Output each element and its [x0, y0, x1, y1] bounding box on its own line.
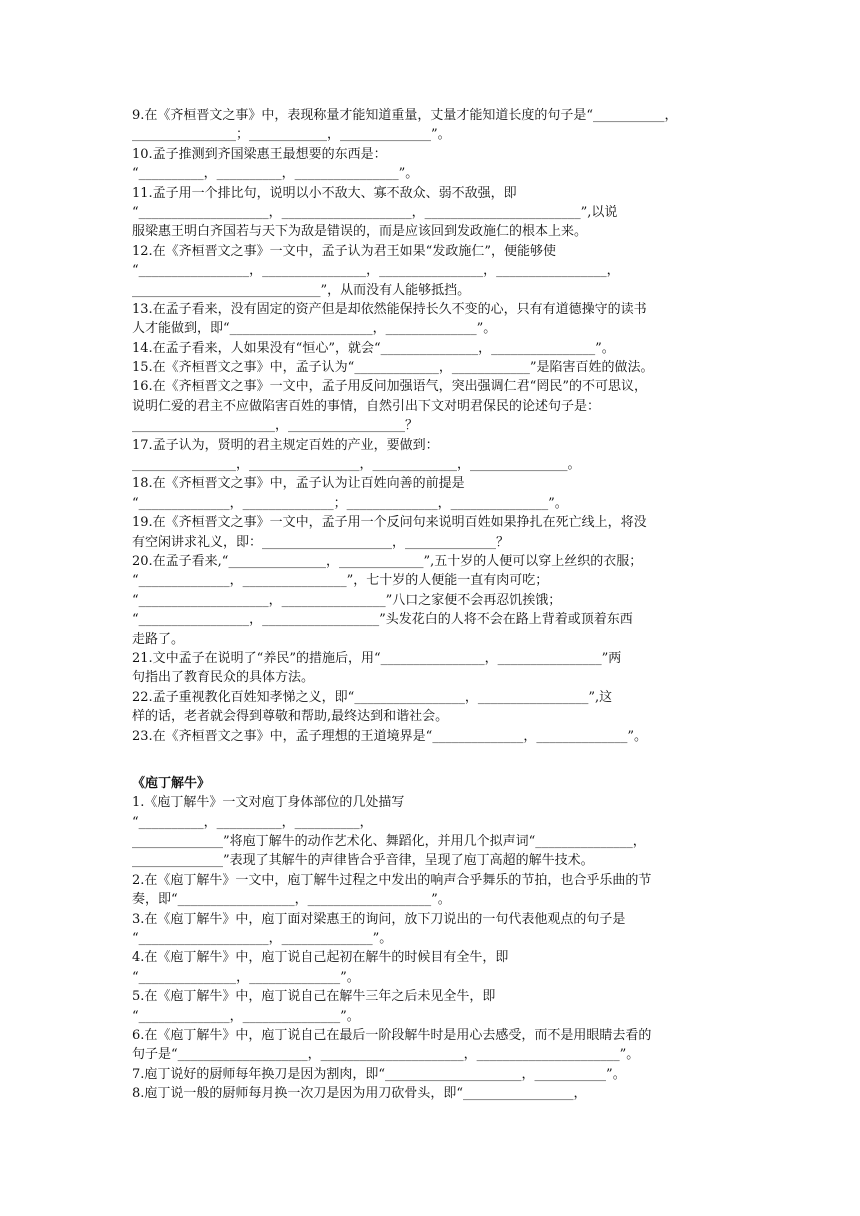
- question-line: 有空闲讲求礼义，即：____________________，______________？: [132, 534, 510, 550]
- question-line: “______________，______________；______________，_______________”。: [132, 495, 568, 511]
- question-line: 说明仁爱的君主不应做陷害百姓的事情，自然引出下文对明君保民的论述句子是：: [132, 398, 601, 414]
- question-line: ______________________，__________________？: [132, 418, 418, 434]
- question-line: 14.在孟子看来，人如果没有“恒心”，就会“_______________，________________”。: [132, 340, 615, 356]
- question-line: 句子是“____________________，______________________，______________________”。: [132, 1047, 640, 1063]
- question-line: 2.在《庖丁解牛》一文中，庖丁解牛过程之中发出的响声合乎舞乐的节拍，也合乎乐曲的节: [132, 872, 652, 888]
- question-line: 12.在《齐桓晋文之事》一文中，孟子认为君王如果“发政施仁”，便能够使: [132, 243, 556, 259]
- question-line: ______________”将庖丁解牛的动作艺术化、舞蹈化，并用几个拟声词“_______________，: [132, 834, 646, 850]
- question-line: 6.在《庖丁解牛》中，庖丁说自己在最后一阶段解牛时是用心去感受，而不是用眼睛去看的: [132, 1027, 652, 1043]
- question-line: 7.庖丁说好的厨师每年换刀是因为割肉，即“_____________________，___________”。: [132, 1066, 626, 1082]
- question-line: 16.在《齐桓晋文之事》一文中，孟子用反问加强语气，突出强调仁君“罔民”的不可思议，: [132, 379, 647, 395]
- question-line: “______________，_______________”。: [132, 1008, 360, 1024]
- question-line: 9.在《齐桓晋文之事》中，表现称量才能知道重量，丈量才能知道长度的句子是“___________，: [132, 108, 678, 123]
- question-line: “__________，__________，________________”。: [132, 166, 419, 182]
- question-line: 服梁惠王明白齐国若与天下为敌是错误的，而是应该回到发政施仁的根本上来。: [132, 224, 588, 240]
- question-line: 走路了。: [132, 631, 185, 647]
- question-line: 3.在《庖丁解牛》中，庖丁面对梁惠王的询问，放下刀说出的一句代表他观点的句子是: [132, 911, 626, 927]
- section-spacer: [132, 746, 740, 774]
- question-line: ______________”表现了其解牛的声律皆合乎音律，呈现了庖丁高超的解牛技术。: [132, 853, 594, 869]
- question-line: 1.《庖丁解牛》一文对庖丁身体部位的几处描写: [132, 795, 405, 811]
- question-line: 19.在《齐桓晋文之事》一文中，孟子用一个反问句来说明百姓如果挣扎在死亡线上，将没: [132, 515, 647, 531]
- question-line: “_________________，________________，________________，_________________，: [132, 263, 620, 279]
- question-line: 17.孟子认为，贤明的君主规定百姓的产业，要做到：: [132, 437, 439, 453]
- question-line: “__________，__________，__________，: [132, 814, 373, 830]
- question-line: 13.在孟子看来，没有固定的资产但是却依然能保持长久不变的心，只有有道德操守的读书: [132, 301, 647, 317]
- question-line: 人才能做到，即“______________________，______________”。: [132, 321, 497, 337]
- worksheet-document: [132, 106, 740, 1104]
- question-line: 18.在《齐桓晋文之事》中，孟子认为让百姓向善的前提是: [132, 476, 465, 492]
- question-line: “_________________，__________________”头发花白的人将不会在路上背着或顶着东西: [132, 612, 633, 628]
- question-line: 22.孟子重视教化百姓知孝悌之义，即“_________________，_________________”,这: [132, 689, 613, 705]
- question-line: ________________，_________________，_____________，_______________。: [132, 457, 581, 473]
- question-line: “____________________，____________________，________________________”,以说: [132, 204, 618, 220]
- question-line: “______________，________________”，七十岁的人便能一直有肉可吃；: [132, 573, 549, 589]
- question-line: 句指出了教育民众的具体方法。: [132, 670, 315, 686]
- question-line: “_______________，______________”。: [132, 969, 360, 985]
- question-line: 15.在《齐桓晋文之事》中，孟子认为“_____________，____________”是陷害百姓的做法。: [132, 360, 654, 376]
- question-line: 11.孟子用一个排比句，说明以小不敌大、寡不敌众、弱不敌强，即: [132, 185, 517, 201]
- question-line: 10.孟子推测到齐国梁惠王最想要的东西是：: [132, 146, 387, 162]
- question-line: 8.庖丁说一般的厨师每月换一次刀是因为用刀砍骨头，即“_________________，: [132, 1086, 587, 1102]
- question-line: 4.在《庖丁解牛》中，庖丁说自己起初在解牛的时候目有全牛，即: [132, 950, 509, 966]
- question-line: 5.在《庖丁解牛》中，庖丁说自己在解牛三年之后未见全牛，即: [132, 989, 496, 1005]
- question-line: 样的话，老者就会得到尊敬和帮助,最终达到和谐社会。: [132, 709, 449, 725]
- question-line: 23.在《齐桓晋文之事》中，孟子理想的王道境界是“______________，______________”。: [132, 728, 647, 744]
- question-line: 21.文中孟子在说明了“养民”的措施后，用“________________，________________”两: [132, 650, 622, 666]
- section-title: 《庖丁解牛》: [132, 775, 211, 791]
- question-line: ________________；____________，______________”。: [132, 127, 451, 143]
- question-line: “____________________，________________”八口之家便不会再忍饥挨饿；: [132, 592, 562, 608]
- question-line: 20.在孟子看来,“_______________，_____________”,五十岁的人便可以穿上丝织的衣服；: [132, 553, 643, 569]
- question-line: _____________________________”，从而没有人能够抵挡。: [132, 282, 471, 298]
- question-line: “____________________，______________”。: [132, 931, 393, 947]
- question-line: 奏，即“__________________，___________________”。: [132, 892, 451, 908]
